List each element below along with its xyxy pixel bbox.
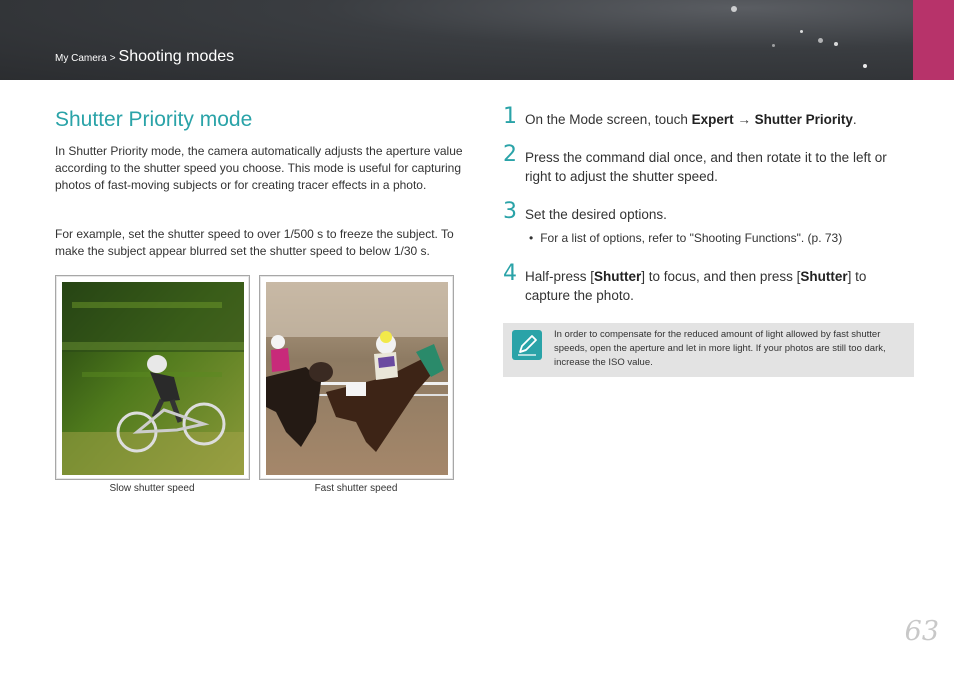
step-text: Press the command dial once, and then rotate it to the left or right to adjust the shutter speed. <box>525 150 887 184</box>
step-text-part: Half-press [ <box>525 269 595 284</box>
step-text-part: ] to capture the photo. <box>525 269 867 303</box>
intro-paragraph: In Shutter Priority mode, the camera automatically adjusts the aperture value according to the shutter speed you choose. This mode is useful for capturing photos of fast-moving subjects or for creating tracer effects in a photo. <box>55 144 463 192</box>
expert-label: Expert <box>691 112 734 127</box>
step-text <box>525 110 915 129</box>
note-box <box>503 323 914 377</box>
step-number: 1 <box>503 104 517 129</box>
step-text-part: On the Mode screen, touch <box>525 112 692 127</box>
breadcrumb-current: Shooting modes <box>118 48 235 65</box>
sparkle <box>863 64 867 68</box>
example-paragraph: For example, set the shutter speed to over 1/500 s to freeze the subject. To make the subject appear blurred set the shutter speed to below 1/30 s. <box>55 227 454 258</box>
photo-caption: Slow shutter speed <box>109 483 195 494</box>
step-number: 3 <box>503 199 517 224</box>
step-number: 4 <box>503 261 517 286</box>
photo-caption: Fast shutter speed <box>314 483 398 494</box>
horse-race-photo-icon <box>266 282 448 475</box>
arrow-text: → <box>733 112 755 127</box>
sparkle <box>818 38 823 43</box>
breadcrumb <box>55 48 234 66</box>
section-title: Shutter Priority mode <box>55 108 253 131</box>
page-header <box>0 0 954 80</box>
shutter-priority-label: Shutter Priority <box>754 112 853 127</box>
breadcrumb-separator: > <box>109 53 116 64</box>
step-number: 2 <box>503 142 517 167</box>
shutter-label: Shutter <box>594 269 642 284</box>
pencil-note-icon <box>512 330 542 360</box>
step-text-part: . <box>852 112 857 127</box>
note-text: In order to compensate for the reduced amount of light allowed by fast shutter speeds, open the aperture and let in more light. If your photos are still too dark, increase the ISO value. <box>554 329 886 368</box>
page-number: 63 <box>904 616 939 647</box>
step-3-bullet <box>529 231 842 245</box>
shutter-label: Shutter <box>800 269 848 284</box>
step-text-part: ] to focus, and then press [ <box>641 269 801 284</box>
sparkle <box>800 30 803 33</box>
sparkle <box>731 6 737 12</box>
fast-shutter-photo <box>259 275 454 480</box>
sparkle <box>772 44 775 47</box>
slow-shutter-photo <box>55 275 250 480</box>
sparkle <box>834 42 838 46</box>
bullet-dot: • <box>529 231 534 245</box>
step-text <box>525 267 915 305</box>
breadcrumb-parent[interactable]: My Camera <box>55 53 107 64</box>
bullet-text: For a list of options, refer to "Shooting Functions". (p. 73) <box>540 231 843 245</box>
step-text: Set the desired options. <box>525 207 667 222</box>
chapter-tab <box>913 0 954 80</box>
mountain-biker-photo-icon <box>62 282 244 475</box>
